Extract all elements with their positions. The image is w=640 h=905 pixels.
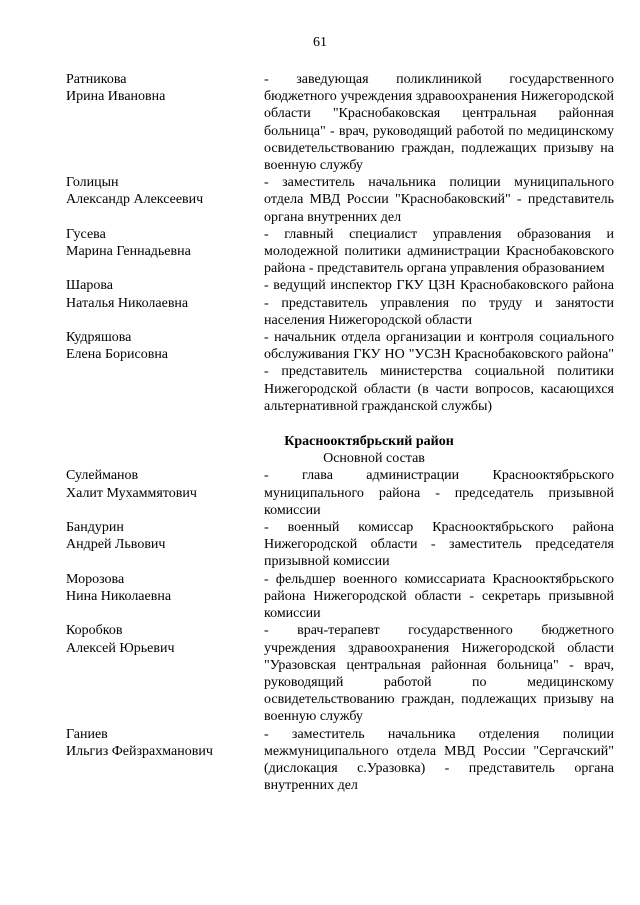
member-given-names: Ильгиз Фейзрахманович: [66, 743, 213, 759]
member-position: - заместитель начальника отделения полиции межмуниципального отдела МВД России "Сергачский" (дислокация с.Уразовка) - представитель органа внутренних дел: [264, 726, 614, 794]
member-position: - врач-терапевт государственного бюджетного учреждения здравоохранения Нижегородской области "Уразовская центральная районная больница" - врач, руководящий работой по медицинскому освидетельствованию граждан, подлежащих призыву на военную службу: [264, 623, 614, 725]
member-given-names: Нина Николаевна: [66, 588, 172, 604]
composition-subtitle: Основной состав: [323, 451, 425, 467]
member-position: - заместитель начальника полиции муниципального отдела МВД России "Краснобаковский" - представитель органа внутренних дел: [264, 175, 614, 225]
district-section-heading: [66, 433, 614, 467]
member-given-names: Марина Геннадьевна: [66, 244, 191, 260]
member-name: [66, 329, 264, 415]
member-name: [66, 519, 264, 571]
commission-member-entry: [66, 71, 614, 174]
member-name: [66, 467, 264, 519]
document-body: [66, 71, 614, 794]
member-position: - фельдшер военного комиссариата Краснооктябрьского района Нижегородской области - секретарь призывной комиссии: [264, 571, 614, 622]
district-title: Краснооктябрьский район: [284, 434, 454, 450]
member-given-names: Ирина Ивановна: [66, 89, 166, 105]
member-surname: Голицын: [66, 175, 119, 191]
commission-member-entry: [66, 519, 614, 571]
member-name: [66, 571, 264, 623]
member-surname: Морозова: [66, 571, 125, 587]
member-position: - военный комиссар Краснооктябрьского района Нижегородской области - заместитель председателя призывной комиссии: [264, 520, 614, 570]
member-name: [66, 174, 264, 226]
member-given-names: Александр Алексеевич: [66, 192, 204, 208]
commission-member-entry: [66, 726, 614, 795]
member-surname: Ратникова: [66, 72, 127, 87]
commission-member-entry: [66, 226, 614, 278]
commission-member-entry: [66, 277, 614, 329]
member-name: [66, 71, 264, 174]
member-position: - ведущий инспектор ГКУ ЦЗН Краснобаковского района - представитель управления по труду и занятости населения Нижегородской области: [264, 278, 614, 328]
member-surname: Бандурин: [66, 520, 124, 536]
page-number: 61: [313, 35, 327, 50]
commission-member-entry: [66, 329, 614, 415]
member-position: - главный специалист управления образования и молодежной политики администрации Краснобаковского района - представитель органа управления образованием: [264, 226, 614, 277]
member-name: [66, 277, 264, 329]
member-position: - заведующая поликлиникой государственного бюджетного учреждения здравоохранения Нижегородской области "Краснобаковская центральная районная больница" - врач, руководящий работой по медицинскому освидетельствованию граждан, подлежащих призыву на военную службу: [264, 72, 614, 174]
member-given-names: Елена Борисовна: [66, 347, 169, 363]
member-position: - глава администрации Краснооктябрьского муниципального района - председатель призывной комиссии: [264, 468, 614, 518]
member-given-names: Андрей Львович: [66, 537, 166, 553]
member-surname: Шарова: [66, 278, 113, 294]
commission-member-entry: [66, 174, 614, 226]
member-surname: Коробков: [66, 623, 123, 639]
member-surname: Гусева: [66, 226, 106, 242]
commission-member-entry: [66, 571, 614, 623]
member-position: - начальник отдела организации и контроля социального обслуживания ГКУ НО "УСЗН Краснобаковского района" - представитель министерства социальной политики Нижегородской области (в части вопросов, касающихся альтернативной гражданской службы): [264, 330, 614, 414]
member-given-names: Алексей Юрьевич: [66, 640, 175, 656]
member-name: [66, 726, 264, 795]
member-surname: Сулейманов: [66, 468, 139, 484]
member-surname: Кудряшова: [66, 330, 132, 346]
member-name: [66, 226, 264, 278]
member-name: [66, 622, 264, 725]
commission-member-entry: [66, 467, 614, 519]
commission-member-entry: [66, 622, 614, 725]
member-given-names: Халит Мухаммятович: [66, 485, 197, 501]
member-surname: Ганиев: [66, 726, 108, 742]
member-given-names: Наталья Николаевна: [66, 295, 189, 311]
